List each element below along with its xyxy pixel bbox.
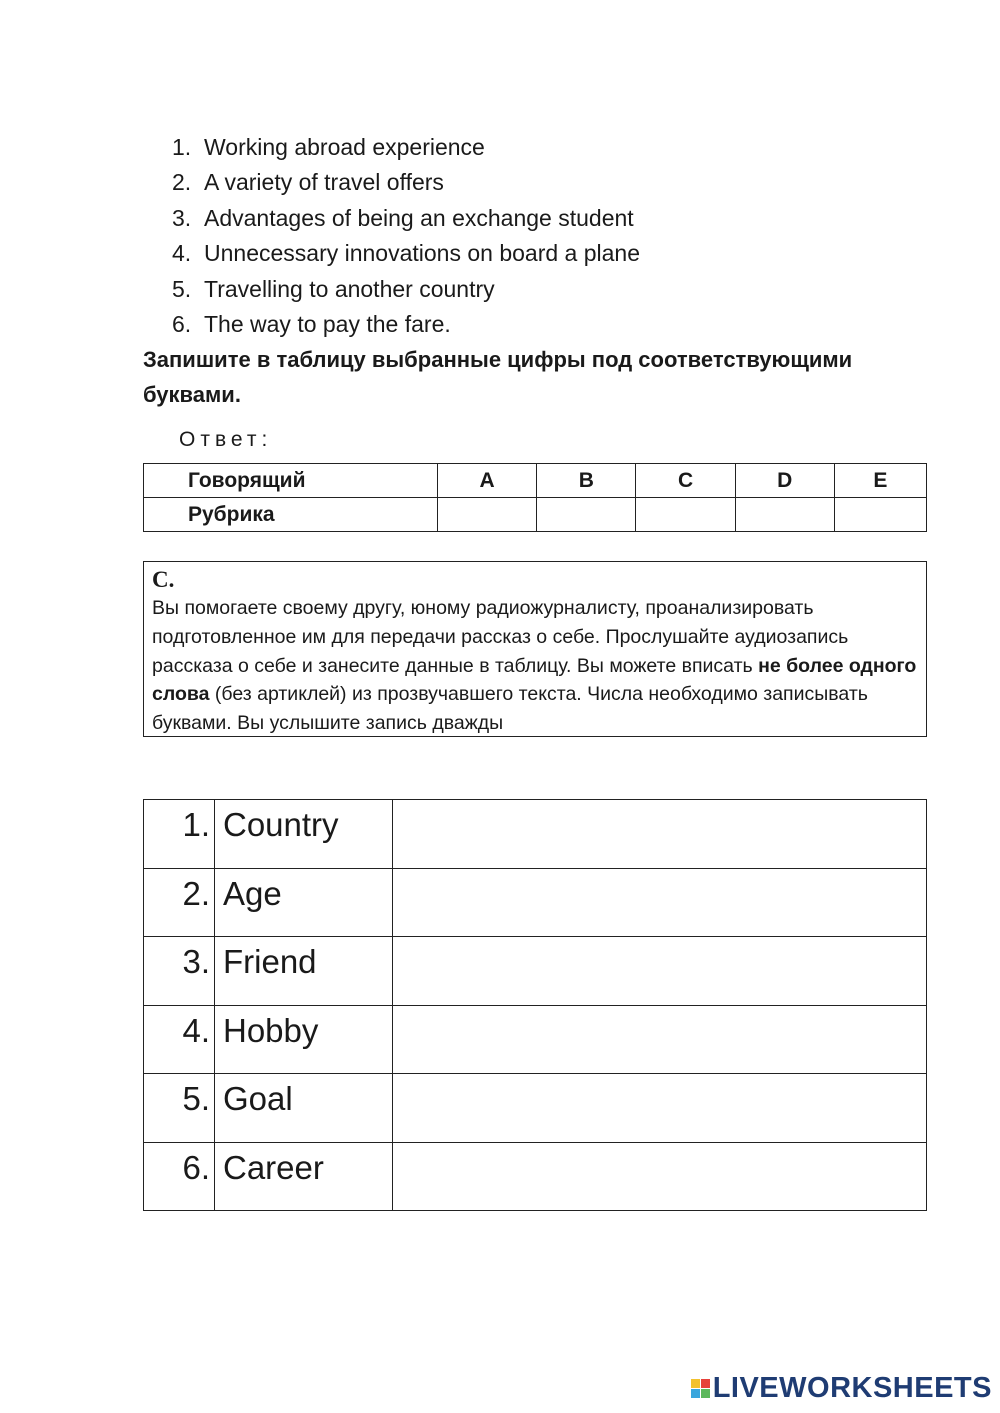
answer-cell-d[interactable] bbox=[735, 498, 834, 532]
task-letter: C. bbox=[152, 567, 175, 592]
task-c-box bbox=[143, 561, 927, 737]
row-label: Age bbox=[215, 868, 393, 937]
answer-label: Ответ: bbox=[179, 428, 273, 451]
rubric-number: 1. bbox=[172, 134, 192, 160]
speaker-column-header: B bbox=[537, 464, 636, 498]
row-label: Hobby bbox=[215, 1005, 393, 1074]
table-row bbox=[144, 800, 927, 869]
task-text-part: (без артиклей) из прозвучавшего текста. Числа необходимо записывать буквами. Вы услышите запись дважды bbox=[152, 683, 868, 735]
speaker-column-header: D bbox=[735, 464, 834, 498]
rubric-number: 4. bbox=[172, 240, 192, 267]
rubric-text: The way to pay the fare. bbox=[204, 310, 451, 337]
row-number: 5. bbox=[144, 1074, 215, 1143]
answer-cell-age[interactable] bbox=[393, 868, 927, 937]
rubric-text: Unnecessary innovations on board a plane bbox=[204, 240, 641, 267]
table-row bbox=[144, 1074, 927, 1143]
answer-cell-goal[interactable] bbox=[393, 1074, 927, 1143]
task-text-emphasis: не более одного слова bbox=[152, 654, 917, 706]
logo-square bbox=[691, 1379, 700, 1388]
rubric-row-label: Рубрика bbox=[144, 498, 438, 532]
rubric-list bbox=[172, 130, 640, 342]
rubric-item bbox=[172, 201, 640, 236]
rubric-number: 3. bbox=[172, 204, 192, 231]
answer-cell-a[interactable] bbox=[438, 498, 537, 532]
speaker-row bbox=[144, 464, 927, 498]
row-label: Country bbox=[215, 800, 393, 869]
speaker-column-header: E bbox=[834, 464, 926, 498]
brand-text: LIVEWORKSHEETS bbox=[712, 1372, 992, 1404]
table-row bbox=[144, 937, 927, 1006]
task-text-part: Вы помогаете своему другу, юному радиожурналисту, проанализировать подготовленное им для передачи рассказ о себе. Прослушайте аудиозапись рассказа о себе и занесите данные в таблицу. Вы можете вписать bbox=[152, 597, 849, 677]
row-number: 1. bbox=[144, 800, 215, 869]
rubric-number: 2. bbox=[172, 169, 192, 196]
personal-data-table bbox=[143, 799, 927, 1211]
rubric-number: 6. bbox=[172, 310, 192, 337]
instruction-text: Запишите в таблицу выбранные цифры под соответствующими буквами. bbox=[143, 347, 853, 407]
table-row bbox=[144, 1005, 927, 1074]
row-number: 6. bbox=[144, 1142, 215, 1211]
row-number: 3. bbox=[144, 937, 215, 1006]
rubric-text: A variety of travel offers bbox=[204, 169, 444, 196]
answer-cell-e[interactable] bbox=[834, 498, 926, 532]
logo-square bbox=[701, 1389, 710, 1398]
speaker-rubric-table bbox=[143, 463, 927, 532]
rubric-answer-row bbox=[144, 498, 927, 532]
speaker-row-label: Говорящий bbox=[144, 464, 438, 498]
rubric-item bbox=[172, 165, 640, 200]
answer-cell-hobby[interactable] bbox=[393, 1005, 927, 1074]
logo-square bbox=[691, 1389, 700, 1398]
task-description bbox=[152, 594, 918, 738]
answer-cell-friend[interactable] bbox=[393, 937, 927, 1006]
rubric-item bbox=[172, 236, 640, 271]
rubric-number: 5. bbox=[172, 275, 192, 302]
rubric-text: Working abroad experience bbox=[204, 134, 485, 160]
row-number: 2. bbox=[144, 868, 215, 937]
rubric-text: Advantages of being an exchange student bbox=[204, 204, 634, 231]
liveworksheets-icon bbox=[691, 1379, 710, 1398]
answer-cell-country[interactable] bbox=[393, 800, 927, 869]
row-number: 4. bbox=[144, 1005, 215, 1074]
answer-cell-b[interactable] bbox=[537, 498, 636, 532]
row-label: Career bbox=[215, 1142, 393, 1211]
answer-cell-c[interactable] bbox=[636, 498, 735, 532]
row-label: Goal bbox=[215, 1074, 393, 1143]
rubric-item bbox=[172, 307, 640, 342]
liveworksheets-logo bbox=[691, 1372, 992, 1405]
speaker-column-header: C bbox=[636, 464, 735, 498]
table-row bbox=[144, 868, 927, 937]
speaker-column-header: A bbox=[438, 464, 537, 498]
logo-square bbox=[701, 1379, 710, 1388]
table-row bbox=[144, 1142, 927, 1211]
rubric-text: Travelling to another country bbox=[204, 275, 495, 302]
rubric-item bbox=[172, 272, 640, 307]
row-label: Friend bbox=[215, 937, 393, 1006]
rubric-item bbox=[172, 130, 640, 165]
answer-cell-career[interactable] bbox=[393, 1142, 927, 1211]
